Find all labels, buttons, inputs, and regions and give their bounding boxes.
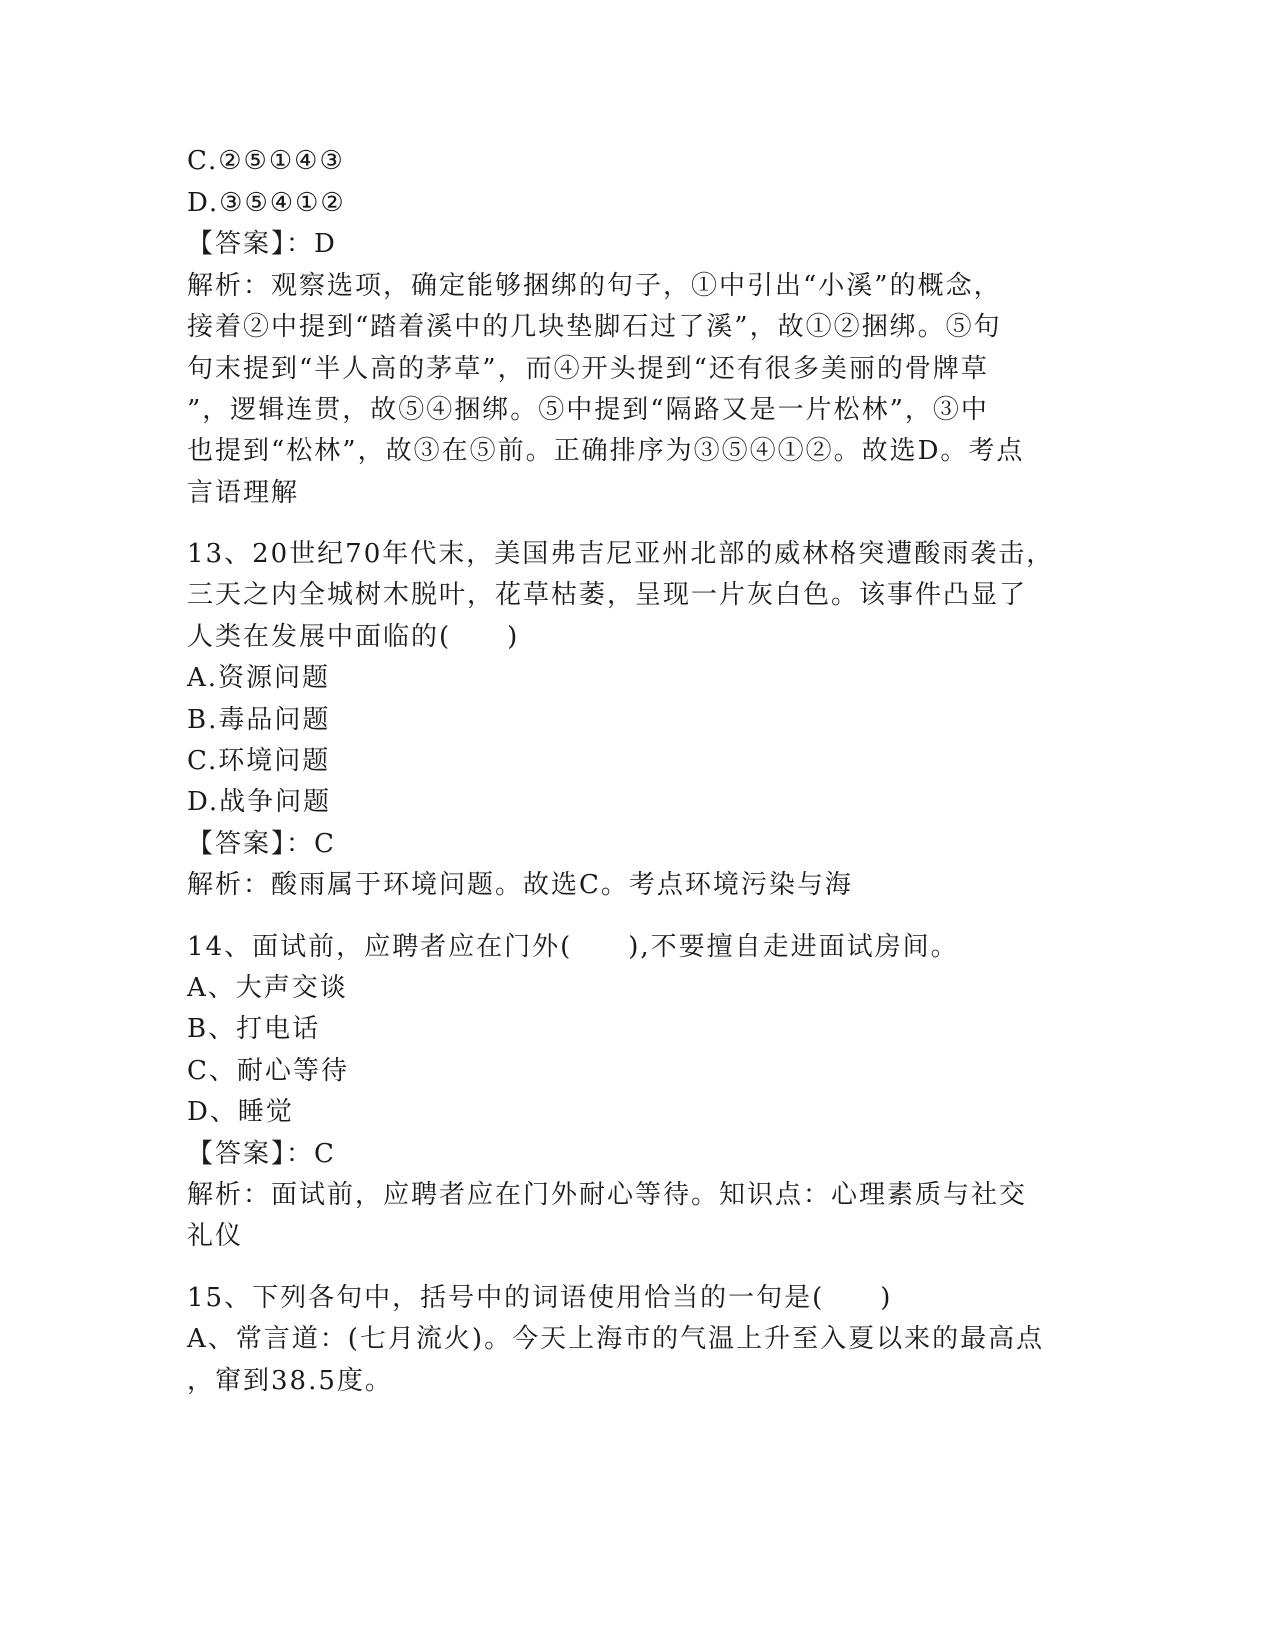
option-a-line: A.资源问题 — [187, 663, 331, 693]
option-a-line: ，窜到38.5度。 — [187, 1366, 393, 1396]
analysis-line: 礼仪 — [187, 1221, 244, 1251]
question-15-text: 15、下列各句中，括号中的词语使用恰当的一句是( ) — [187, 1283, 893, 1313]
question-13-text: 13、20世纪70年代末，美国弗吉尼亚州北部的威林格突遭酸雨袭击， — [187, 539, 1055, 569]
analysis-line: ”，逻辑连贯，故⑤④捆绑。⑤中提到“隔路又是一片松林”，③中 — [187, 395, 989, 425]
option-a-line: A、常言道：(七月流火)。今天上海市的气温上升至入夏以来的最高点 — [187, 1324, 1045, 1354]
question-13-text: 人类在发展中面临的( ) — [187, 622, 520, 652]
option-d-line: D、睡觉 — [187, 1097, 294, 1127]
option-b-line: B、打电话 — [187, 1014, 321, 1044]
option-c-line: C、耐心等待 — [187, 1056, 349, 1086]
analysis-line: 解析：面试前，应聘者应在门外耐心等待。知识点：心理素质与社交 — [187, 1180, 1028, 1210]
option-c-line: C.环境问题 — [187, 746, 331, 776]
analysis-line: 接着②中提到“踏着溪中的几块垫脚石过了溪”，故①②捆绑。⑤句 — [187, 312, 1002, 342]
question-14-text: 14、面试前，应聘者应在门外( ),不要擅自走进面试房间。 — [187, 932, 959, 962]
analysis-line: 解析：观察选项，确定能够捆绑的句子，①中引出“小溪”的概念， — [187, 271, 1002, 301]
question-13-text: 三天之内全城树木脱叶，花草枯萎，呈现一片灰白色。该事件凸显了 — [187, 580, 1028, 610]
answer-line: 【答案】：D — [187, 229, 337, 259]
analysis-line: 解析：酸雨属于环境问题。故选C。考点环境污染与海 — [187, 870, 853, 900]
analysis-line: 也提到“松林”，故③在⑤前。正确排序为③⑤④①②。故选D。考点 — [187, 436, 1025, 466]
option-d-line: D.③⑤④①② — [187, 188, 346, 218]
option-b-line: B.毒品问题 — [187, 705, 331, 735]
analysis-line: 句末提到“半人高的茅草”，而④开头提到“还有很多美丽的骨牌草 — [187, 354, 989, 384]
answer-line: 【答案】：C — [187, 1139, 336, 1169]
answer-line: 【答案】：C — [187, 829, 336, 859]
option-a-line: A、大声交谈 — [187, 973, 348, 1003]
option-c-line: C.②⑤①④③ — [187, 146, 345, 176]
option-d-line: D.战争问题 — [187, 787, 332, 817]
analysis-line: 言语理解 — [187, 478, 300, 508]
